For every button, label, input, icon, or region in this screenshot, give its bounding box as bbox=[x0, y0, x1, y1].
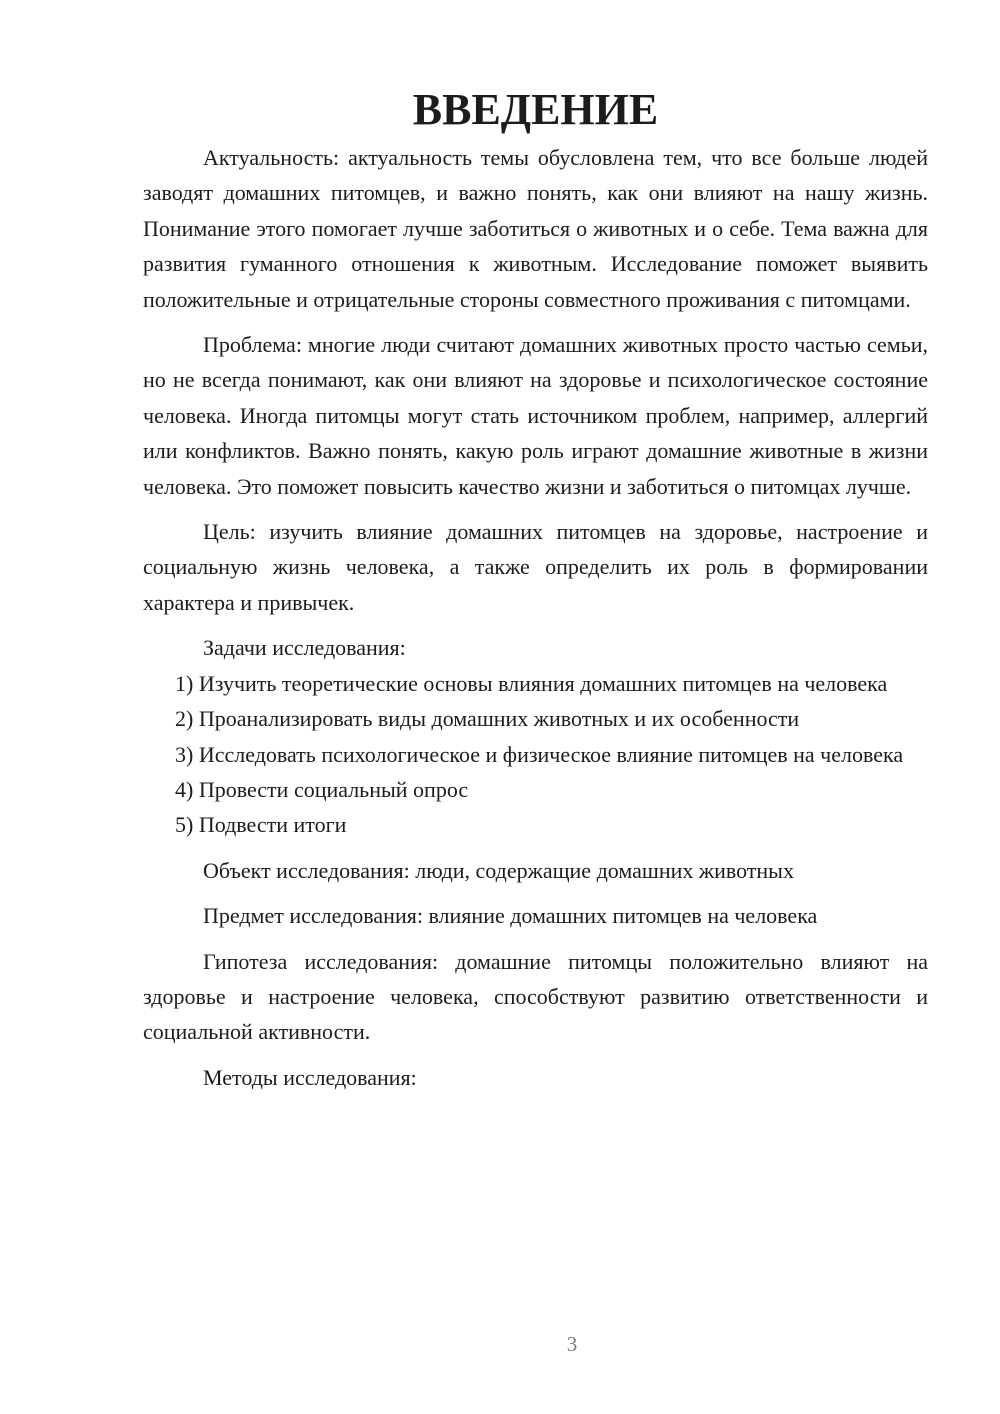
research-object: Объект исследования: люди, содержащие домашних животных bbox=[203, 857, 794, 883]
goal-paragraph: Цель: изучить влияние домашних питомцев на здоровье, настроение и социальную жизнь человека, а также определить их роль в формировании характера и привычек. bbox=[143, 519, 928, 615]
task-item: 4) Провести социальный опрос bbox=[175, 776, 469, 802]
relevance-paragraph: Актуальность: актуальность темы обусловлена тем, что все больше людей заводят домашних питомцев, и важно понять, как они влияют на нашу жизнь. Понимание этого помогает лучше заботиться о животных и о себе. Тема важна для развития гуманного отношения к животным. Исследование поможет выявить положительные и отрицательные стороны совместного проживания с питомцами. bbox=[143, 145, 928, 312]
page-title: ВВЕДЕНИЕ bbox=[412, 85, 659, 134]
page-number: 3 bbox=[566, 1332, 578, 1356]
task-item: 5) Подвести итоги bbox=[175, 812, 347, 838]
research-hypothesis: Гипотеза исследования: домашние питомцы положительно влияют на здоровье и настроение человека, способствуют развитию ответственности и социальной активности. bbox=[143, 948, 928, 1045]
problem-paragraph: Проблема: многие люди считают домашних животных просто частью семьи, но не всегда понимают, как они влияют на здоровье и психологическое состояние человека. Иногда питомцы могут стать источником проблем, например, аллергий или конфликтов. Важно понять, какую роль играют домашние животные в жизни человека. Это поможет повысить качество жизни и заботиться о питомцах лучше. bbox=[143, 332, 928, 499]
tasks-heading: Задачи исследования: bbox=[203, 635, 406, 661]
methods-heading: Методы исследования: bbox=[203, 1064, 417, 1090]
task-item: 2) Проанализировать виды домашних животных и их особенности bbox=[175, 706, 800, 732]
page-content bbox=[143, 85, 928, 1095]
research-subject: Предмет исследования: влияние домашних питомцев на человека bbox=[203, 903, 818, 929]
task-item: 1) Изучить теоретические основы влияния домашних питомцев на человека bbox=[175, 670, 888, 696]
task-item: 3) Исследовать психологическое и физическое влияние питомцев на человека bbox=[175, 741, 904, 767]
